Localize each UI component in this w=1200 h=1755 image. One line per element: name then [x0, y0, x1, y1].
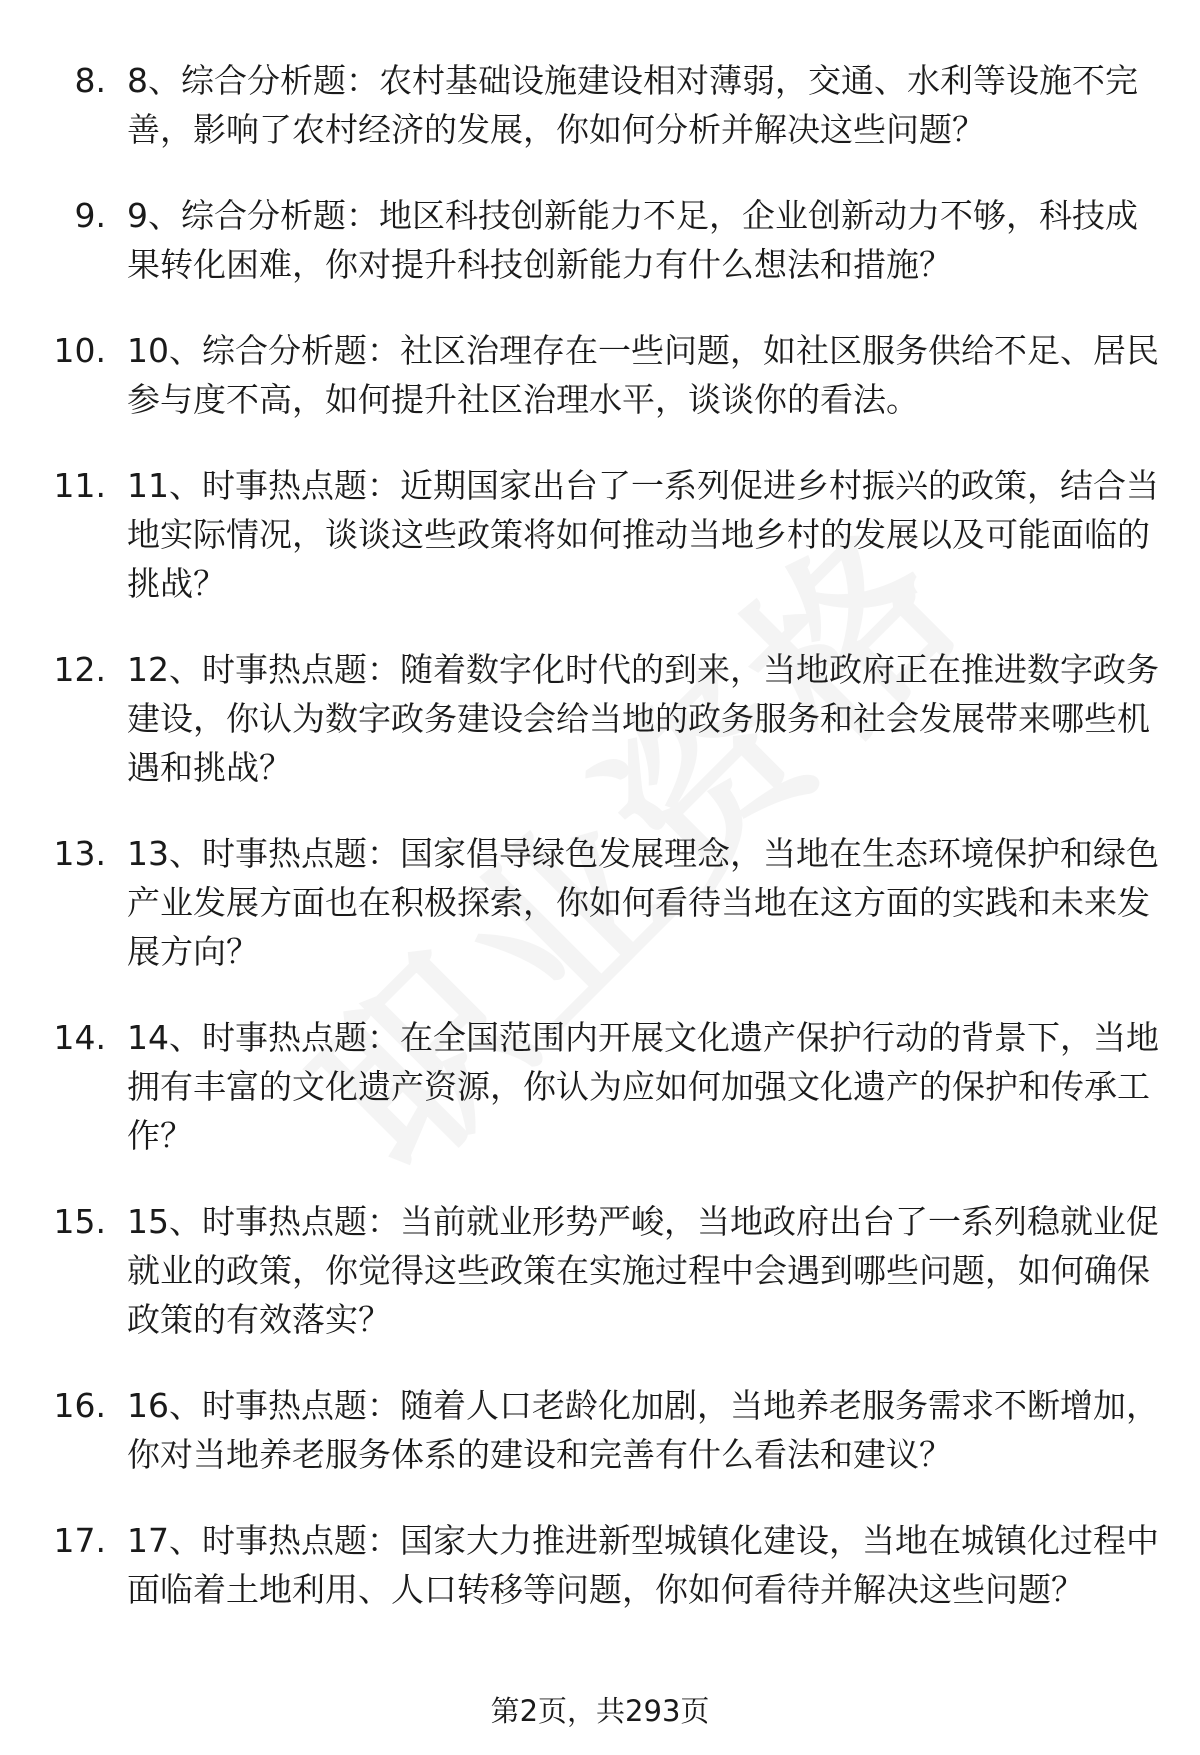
question-text: 9、综合分析题：地区科技创新能力不足，企业创新动力不够，科技成果转化困难，你对提升科技创新能力有什么想法和措施？ — [127, 196, 1138, 284]
page-footer — [0, 1693, 1200, 1729]
question-text: 13、时事热点题：国家倡导绿色发展理念，当地在生态环境保护和绿色产业发展方面也在积极探索，你如何看待当地在这方面的实践和未来发展方向？ — [127, 834, 1159, 971]
question-number: 13. — [53, 834, 106, 873]
question-number: 10. — [53, 331, 106, 370]
question-text: 11、时事热点题：近期国家出台了一系列促进乡村振兴的政策，结合当地实际情况，谈谈这些政策将如何推动当地乡村的发展以及可能面临的挑战？ — [127, 466, 1159, 603]
question-number: 17. — [53, 1521, 106, 1560]
question-number: 14. — [53, 1018, 106, 1057]
question-item — [0, 1381, 1200, 1479]
question-text: 10、综合分析题：社区治理存在一些问题，如社区服务供给不足、居民参与度不高，如何提升社区治理水平，谈谈你的看法。 — [127, 331, 1159, 419]
question-item — [0, 829, 1200, 976]
question-item — [0, 191, 1200, 289]
question-item — [0, 326, 1200, 424]
page-number-label: 第2页，共293页 — [490, 1694, 710, 1728]
question-number: 12. — [53, 650, 106, 689]
question-number: 8. — [74, 61, 106, 100]
question-item — [0, 1197, 1200, 1344]
question-number: 16. — [53, 1386, 106, 1425]
question-text: 17、时事热点题：国家大力推进新型城镇化建设，当地在城镇化过程中面临着土地利用、人口转移等问题，你如何看待并解决这些问题？ — [127, 1521, 1159, 1609]
question-text: 12、时事热点题：随着数字化时代的到来，当地政府正在推进数字政务建设，你认为数字政务建设会给当地的政务服务和社会发展带来哪些机遇和挑战？ — [127, 650, 1159, 787]
question-text: 14、时事热点题：在全国范围内开展文化遗产保护行动的背景下，当地拥有丰富的文化遗产资源，你认为应如何加强文化遗产的保护和传承工作？ — [127, 1018, 1159, 1155]
question-number: 11. — [53, 466, 106, 505]
question-text: 15、时事热点题：当前就业形势严峻，当地政府出台了一系列稳就业促就业的政策，你觉得这些政策在实施过程中会遇到哪些问题，如何确保政策的有效落实？ — [127, 1202, 1159, 1339]
question-item — [0, 56, 1200, 154]
question-text: 16、时事热点题：随着人口老龄化加剧，当地养老服务需求不断增加，你对当地养老服务体系的建设和完善有什么看法和建议？ — [127, 1386, 1159, 1474]
question-item — [0, 461, 1200, 608]
question-number: 9. — [74, 196, 106, 235]
question-number: 15. — [53, 1202, 106, 1241]
question-list — [0, 56, 1200, 1651]
question-text: 8、综合分析题：农村基础设施建设相对薄弱，交通、水利等设施不完善，影响了农村经济的发展，你如何分析并解决这些问题？ — [127, 61, 1138, 149]
question-item — [0, 1013, 1200, 1160]
question-item — [0, 1516, 1200, 1614]
question-item — [0, 645, 1200, 792]
